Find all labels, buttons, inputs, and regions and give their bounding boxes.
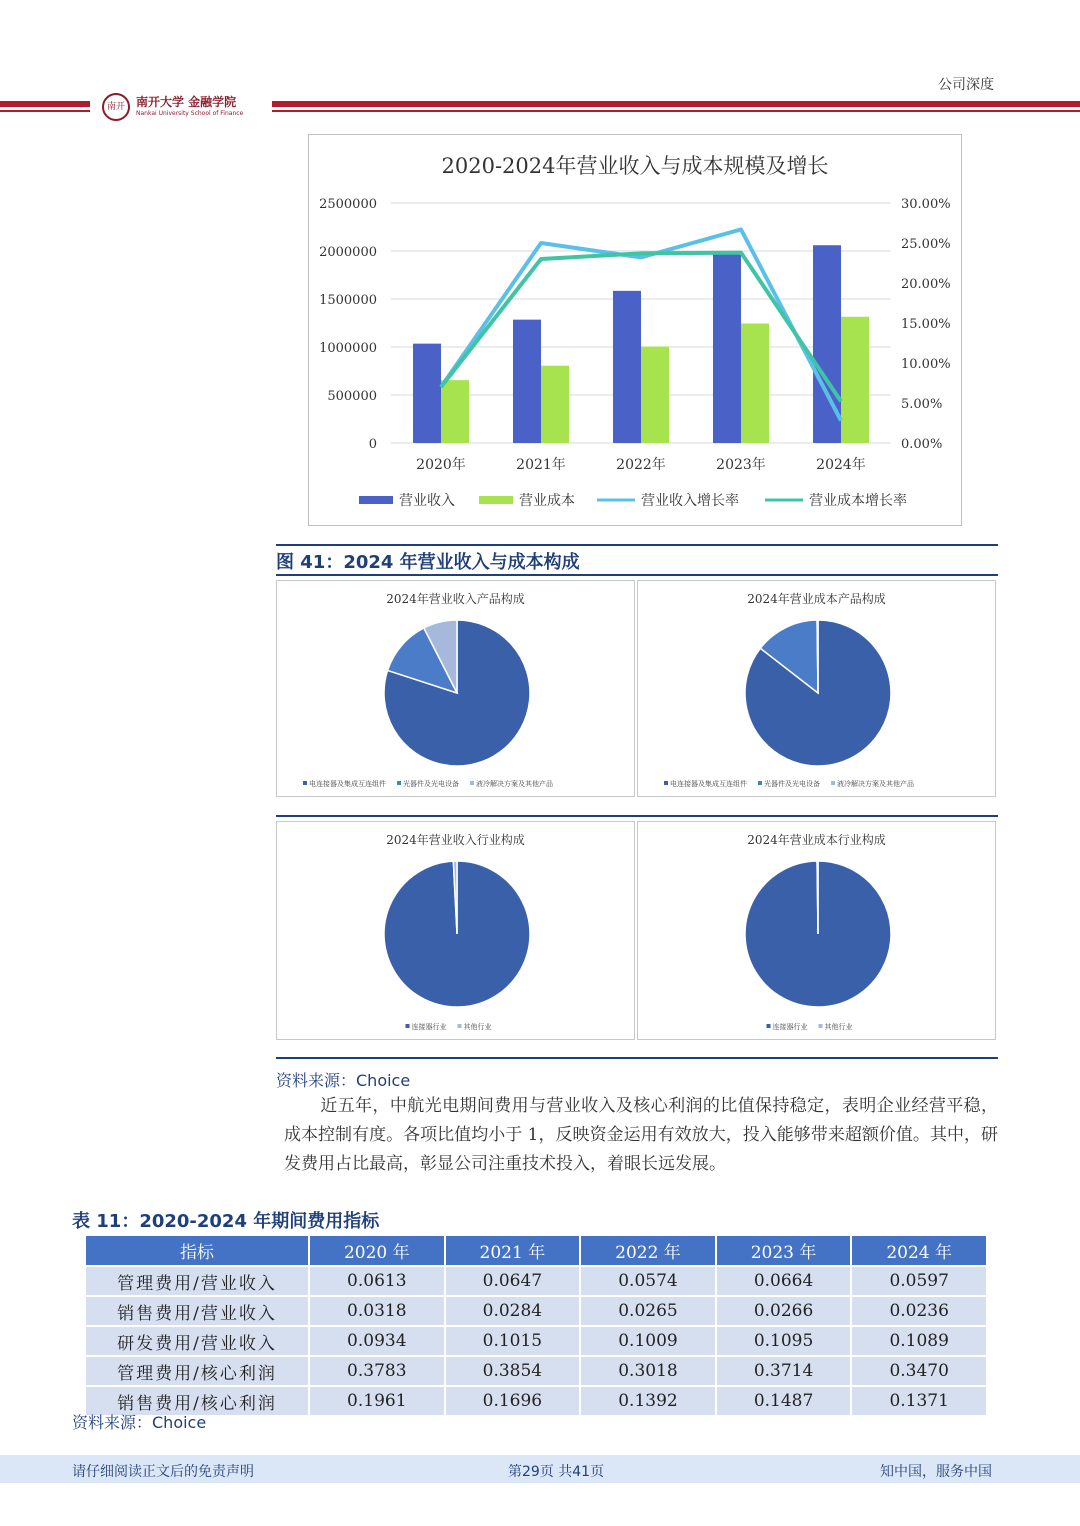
pie-legend-label: 光器件及光电设备 [764,780,820,788]
chart-title: 2020-2024年营业收入与成本规模及增长 [441,154,829,178]
header-bar-right-thin [272,110,1080,112]
bar-cost [541,366,569,443]
logo-name-en: Nankai University School of Finance [136,110,244,117]
table-cell-indicator: 销售费用/营业收入 [85,1296,309,1326]
x-tick-label: 2024年 [816,457,866,473]
table-cell: 0.0934 [309,1326,445,1356]
footer-page-number: 第29页 共41页 [508,1464,605,1480]
pie-legend-label: 电连接器及集成互连组件 [670,780,747,788]
y-tick-label: 500000 [327,389,377,404]
pie-chart-cost-product [638,581,995,796]
university-logo [102,93,262,121]
table-cell-indicator: 研发费用/营业收入 [85,1326,309,1356]
pie-legend-swatch [406,1024,410,1028]
y2-tick-label: 25.00% [901,237,951,252]
pie-legend-swatch [819,1024,823,1028]
pie-legend-label: 连接器行业 [772,1023,808,1031]
pie-legend-swatch [758,781,762,785]
bar-cost [741,323,769,443]
table-cell: 0.0266 [716,1296,852,1326]
y-tick-label: 2500000 [319,197,377,212]
table-row [85,1296,987,1326]
table-header-cell: 2021 年 [445,1235,581,1266]
revenue-cost-chart-frame [308,134,962,526]
figure-rule-top [276,544,998,546]
table-row [85,1266,987,1296]
pie-title: 2024年营业成本产品构成 [747,592,886,606]
table-cell: 0.1696 [445,1386,581,1416]
y2-tick-label: 30.00% [901,197,951,212]
pie-legend-swatch [458,1024,462,1028]
figure-rule-bottom [276,1057,998,1059]
table-cell: 0.3714 [716,1356,852,1386]
pie-panel-cost-industry [637,821,996,1040]
table-cell: 0.0236 [851,1296,987,1326]
table-cell-indicator: 管理费用/核心利润 [85,1356,309,1386]
table-header-cell: 2022 年 [580,1235,716,1266]
table-cell: 0.0664 [716,1266,852,1296]
legend-label: 营业收入 [399,493,455,509]
figure-source: 资料来源：Choice [276,1071,411,1090]
x-tick-label: 2020年 [416,457,466,473]
university-seal-icon: 南开 [102,93,130,121]
pie-chart-revenue-product [277,581,634,796]
table-cell: 0.0613 [309,1266,445,1296]
y2-tick-label: 20.00% [901,277,951,292]
table-row [85,1386,987,1416]
bar-cost [841,317,869,443]
x-tick-label: 2021年 [516,457,566,473]
y2-tick-label: 0.00% [901,437,943,452]
pie-title: 2024年营业收入行业构成 [386,833,525,847]
header-bar-left [0,101,90,107]
y2-tick-label: 10.00% [901,357,951,372]
table-cell: 0.3018 [580,1356,716,1386]
y-tick-label: 1000000 [319,341,377,356]
table-header-cell: 2024 年 [851,1235,987,1266]
pie-legend-swatch [831,781,835,785]
pie-slice [817,620,818,693]
revenue-cost-chart [309,135,961,525]
header-bar-left-thin [0,110,90,112]
pie-legend-label: 其他行业 [824,1023,853,1031]
table-cell: 0.1015 [445,1326,581,1356]
pie-chart-cost-industry [638,822,995,1039]
footer-slogan: 知中国，服务中国 [880,1464,992,1480]
table-header-cell: 2023 年 [716,1235,852,1266]
pie-legend-label: 光器件及光电设备 [403,780,459,788]
table-cell: 0.0284 [445,1296,581,1326]
legend-swatch [359,496,393,504]
pie-legend-swatch [470,781,474,785]
pie-legend-label: 液冷解决方案及其他产品 [476,780,553,788]
legend-label: 营业成本增长率 [809,493,907,509]
figure-rule-middle [276,815,998,817]
table-cell: 0.0318 [309,1296,445,1326]
table-cell: 0.1487 [716,1386,852,1416]
x-tick-label: 2023年 [716,457,766,473]
y-tick-label: 2000000 [319,245,377,260]
table-cell: 0.1095 [716,1326,852,1356]
analysis-paragraph-text: 近五年，中航光电期间费用与营业收入及核心利润的比值保持稳定，表明企业经营平稳，成本控制有度。各项比值均小于 1，反映资金运用有效放大，投入能够带来超额价值。其中，研发费用占比最高，彰显公司注重技术投入，着眼长远发展。 [284,1096,998,1174]
table-cell-indicator: 管理费用/营业收入 [85,1266,309,1296]
pie-legend-swatch [397,781,401,785]
y2-tick-label: 5.00% [901,397,943,412]
table-cell: 0.0647 [445,1266,581,1296]
bar-revenue [513,320,541,443]
figure-title: 图 41：2024 年营业收入与成本构成 [276,552,580,573]
table-header-row [85,1235,987,1266]
x-tick-label: 2022年 [616,457,666,473]
table-cell: 0.3470 [851,1356,987,1386]
pie-panel-revenue-product [276,580,635,797]
pie-legend-swatch [664,781,668,785]
pie-panel-cost-product [637,580,996,797]
pie-legend-swatch [767,1024,771,1028]
table-row [85,1356,987,1386]
footer-disclaimer: 请仔细阅读正文后的免责声明 [72,1464,254,1480]
table-cell: 0.1371 [851,1386,987,1416]
bar-revenue [613,291,641,443]
pie-title: 2024年营业收入产品构成 [386,592,525,606]
bar-cost [441,380,469,443]
pie-title: 2024年营业成本行业构成 [747,833,886,847]
pie-legend-label: 液冷解决方案及其他产品 [837,780,914,788]
table-cell: 0.1961 [309,1386,445,1416]
pie-legend-swatch [303,781,307,785]
table-source: 资料来源：Choice [72,1413,207,1432]
table-cell: 0.1009 [580,1326,716,1356]
table-cell: 0.1089 [851,1326,987,1356]
pie-legend-label: 其他行业 [463,1023,492,1031]
bar-cost [641,347,669,443]
table-cell: 0.3854 [445,1356,581,1386]
table-title: 表 11：2020-2024 年期间费用指标 [72,1211,380,1232]
table-cell: 0.0574 [580,1266,716,1296]
table-cell: 0.1392 [580,1386,716,1416]
legend-label: 营业收入增长率 [641,493,739,509]
table-cell: 0.0597 [851,1266,987,1296]
table-header-cell: 2020 年 [309,1235,445,1266]
logo-name-cn: 南开大学 金融学院 [136,95,237,109]
figure-rule-under-title [276,574,998,576]
table-cell: 0.0265 [580,1296,716,1326]
bar-revenue [413,344,441,443]
y2-tick-label: 15.00% [901,317,951,332]
table-row [85,1326,987,1356]
report-type-label: 公司深度 [938,77,994,93]
y-tick-label: 0 [368,437,377,452]
pie-panel-revenue-industry [276,821,635,1040]
y-tick-label: 1500000 [319,293,377,308]
pie-legend-label: 电连接器及集成互连组件 [309,780,386,788]
pie-chart-revenue-industry [277,822,634,1039]
legend-swatch [479,496,513,504]
header-bar-right [272,101,1080,107]
table-cell-indicator: 销售费用/核心利润 [85,1386,309,1416]
bar-revenue [713,252,741,443]
pie-legend-label: 连接器行业 [411,1023,447,1031]
expense-ratio-table [84,1234,988,1417]
pie-slice [817,861,818,934]
analysis-paragraph [284,1092,998,1179]
legend-label: 营业成本 [519,493,575,509]
table-header-cell: 指标 [85,1235,309,1266]
table-cell: 0.3783 [309,1356,445,1386]
